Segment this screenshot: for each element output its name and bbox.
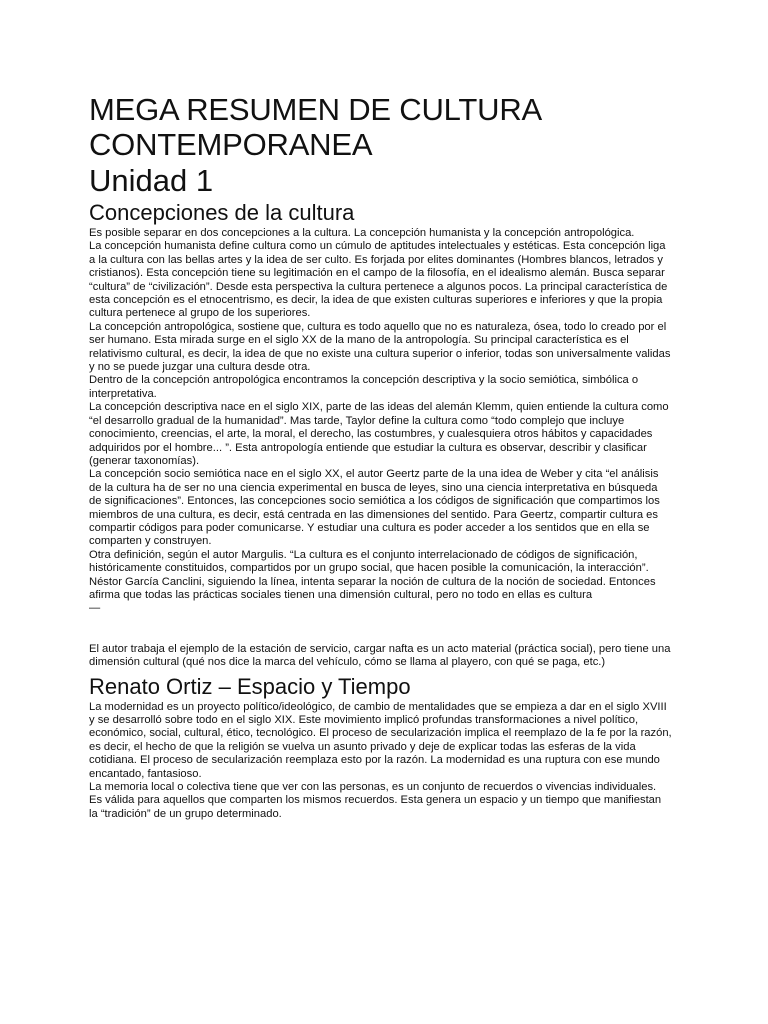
paragraph: Otra definición, según el autor Margulis. “La cultura es el conjunto interrelacionado de códigos de significación, históricamente constituidos, compartidos por un grupo social, que hacen posible la comunicación, la interacción”. bbox=[89, 548, 649, 575]
document-title-line-1: MEGA RESUMEN DE CULTURA bbox=[89, 92, 542, 127]
paragraph: La concepción descriptiva nace en el siglo XIX, parte de las ideas del alemán Klemm, quien entiende la cultura como “el desarrollo gradual de la humanidad”. Mas tarde, Taylor define la cultura como “todo complejo que incluye conocimiento, creencias, el arte, la moral, el derecho, las costumbres, y cualesquiera otros hábitos y capacidades adquiridos por el hombre... ”. Esta antropología entiende que estudiar la cultura es observar, describir y clasificar (generar taxonomías). bbox=[89, 401, 669, 467]
paragraph: La memoria local o colectiva tiene que ver con las personas, es un conjunto de recuerdos o vivencias individuales. Es válida para aquellos que comparten los mismos recuerdos. Esta genera un espacio y un tiempo que manifiestan la “tradición” de un grupo determinado. bbox=[89, 781, 662, 820]
paragraph: La modernidad es un proyecto político/ideológico, de cambio de mentalidades que se empieza a dar en el siglo XVIII y se desarrolló sobre todo en el siglo XIX. Este movimiento implicó profundas transformaciones a nivel político, económico, social, cultural, ético, tecnológico. El proceso de secularización implica el reemplazo de la fe por la razón, es decir, el hecho de que la religión se vuelva un asunto privado y deje de explicar todas las esferas de la vida cotidiana. El proceso de secularización reemplaza esto por la razón. La modernidad es una ruptura con ese mundo encantado, fantasioso. bbox=[89, 700, 672, 780]
paragraph: Dentro de la concepción antropológica encontramos la concepción descriptiva y la socio semiótica, simbólica o interpretativa. bbox=[89, 374, 639, 400]
dash-divider: — bbox=[89, 602, 101, 615]
unit-title: Unidad 1 bbox=[89, 163, 214, 198]
document-title-line-2: CONTEMPORANEA bbox=[89, 127, 373, 162]
paragraph: La concepción humanista define cultura como un cúmulo de aptitudes intelectuales y estéticas. Esta concepción liga a la cultura con las bellas artes y la idea de ser culto. Es forjada por elites dominantes (Hombres blancos, letrados y cristianos). Esta concepción tiene su legitimación en el campo de la filosofía, en el idealismo alemán. Busca separar “cultura” de “civilización”. Desde esta perspectiva la cultura pertenece a algunos pocos. La principal característica de esta concepción es el etnocentrismo, es decir, la idea de que existen culturas superiores e inferiores y que la propia cultura pertenece al grupo de los superiores. bbox=[89, 240, 668, 320]
example-paragraph: El autor trabaja el ejemplo de la estación de servicio, cargar nafta es un acto material (práctica social), pero tiene una dimensión cultural (qué nos dice la marca del vehículo, cómo se llama al playero, con qué se paga, etc.) bbox=[89, 642, 671, 669]
blank-space bbox=[89, 616, 672, 643]
paragraph: La concepción antropológica, sostiene que, cultura es todo aquello que no es naturaleza, ósea, todo lo creado por el ser humano. Esta mirada surge en el siglo XX de la mano de la antropología. Su principal característica es el relativismo cultural, es decir, la idea de que no existe una cultura superior o inferior, todas son universalmente validas y no se puede juzgar una cultura desde otra. bbox=[89, 320, 671, 374]
paragraph: Es posible separar en dos concepciones a la cultura. La concepción humanista y la concepción antropológica. bbox=[89, 227, 635, 239]
document-title bbox=[89, 92, 672, 162]
paragraph: Néstor García Canclini, siguiendo la línea, intenta separar la noción de cultura de la noción de sociedad. Entonces afirma que todas las prácticas sociales tienen una dimensión cultural, pero no todo en ellas es cultura bbox=[89, 575, 656, 601]
section-heading-renato-ortiz: Renato Ortiz – Espacio y Tiempo bbox=[89, 673, 411, 699]
paragraph: La concepción socio semiótica nace en el siglo XX, el autor Geertz parte de la una idea de Weber y cita “el análisis de la cultura ha de ser no una ciencia experimental en busca de leyes, sino una ciencia interpretativa en búsqueda de significaciones”. Entonces, las concepciones socio semiótica a los códigos de significación que compartimos los miembros de una cultura, es decir, está centrada en las dimensiones del sentido. Para Geertz, compartir cultura es compartir códigos para poder comunicarse. Y estudiar una cultura es poder acceder a los sentidos que en ella se comparten y construyen. bbox=[89, 468, 660, 548]
section-heading-concepciones: Concepciones de la cultura bbox=[89, 200, 355, 225]
